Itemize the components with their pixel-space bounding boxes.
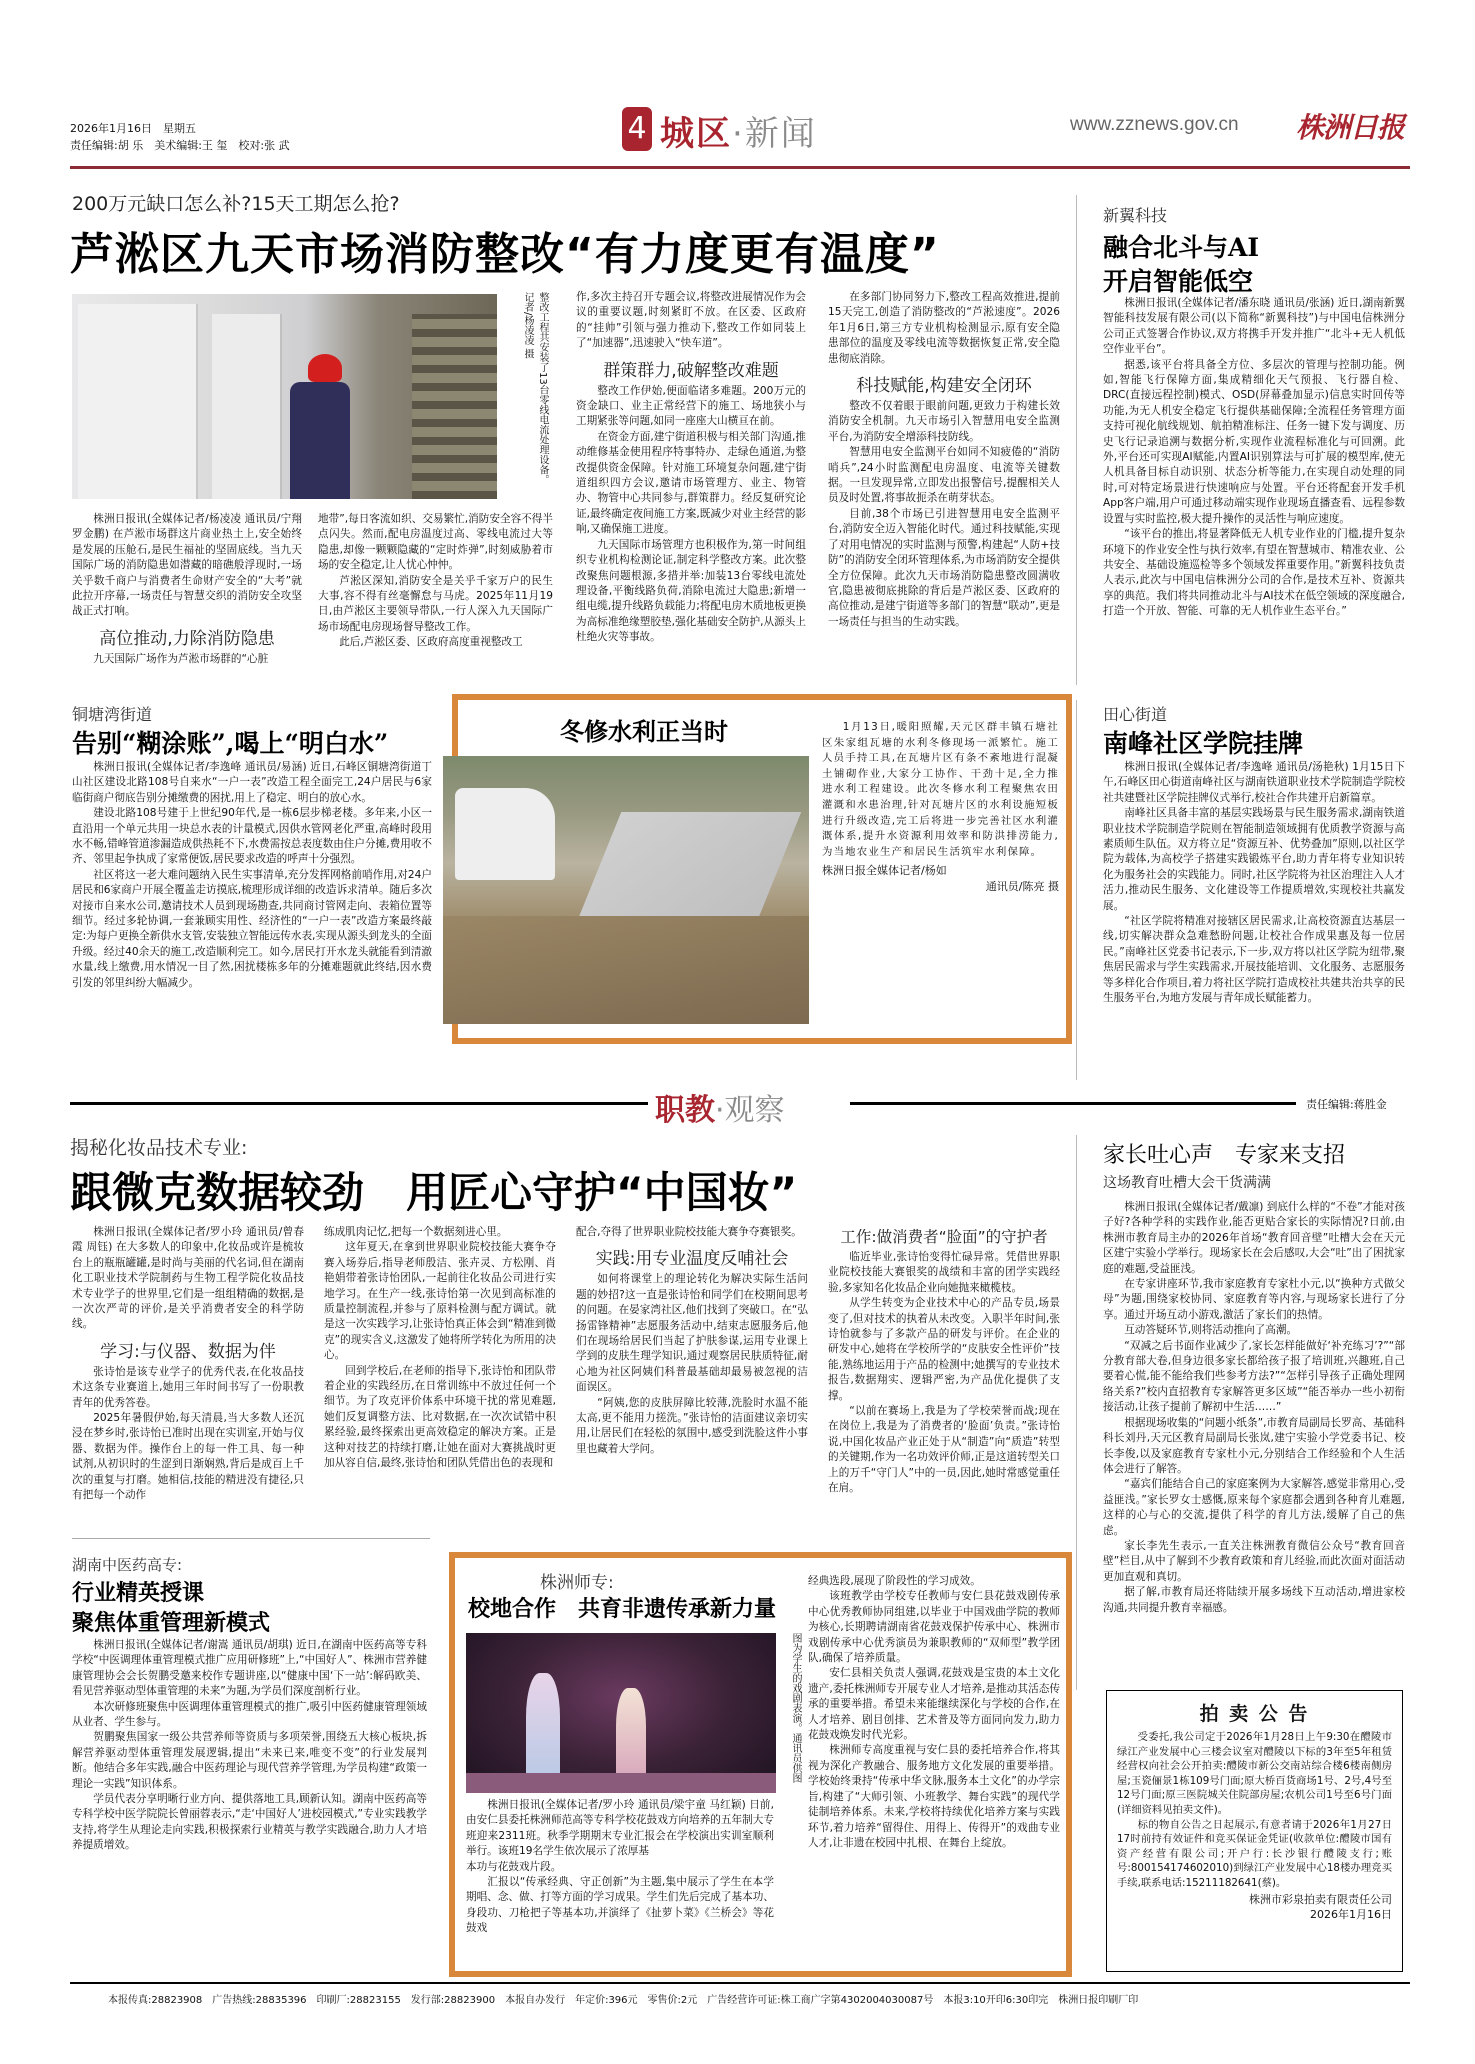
edu-center-paragraph: 安仁县相关负责人强调,花鼓戏是宝贵的本土文化遗产,委托株洲师专开展专业人才培养,是推动其活态传承的重要举措。希望未来能继续深化与学校的合作,在人才培养、剧目创排、艺术普及等方面同向发力,助力花鼓戏焕发时代光彩。 bbox=[808, 1667, 1060, 1742]
section-title bbox=[660, 106, 817, 155]
section2-gray: 观察 bbox=[724, 1093, 785, 1128]
district2-body bbox=[1103, 760, 1405, 1090]
edu-main-column-4 bbox=[828, 1225, 1060, 1523]
lead-paragraph: 九天国际广场作为芦淞市场群的“心脏 bbox=[93, 652, 269, 665]
district1-paragraph: 株洲日报讯(全媒体记者/李逸峰 通讯员/易涵) 近日,石峰区铜塘湾街道丁山社区建设北路108号自来水“一户一表”改造工程全面完工,24户居民与6家临街商户彻底告别分摊缴费的困扰,用上了稳定、明白的放心水。 bbox=[72, 761, 432, 804]
vertical-divider bbox=[1076, 1135, 1077, 1690]
edu-side-paragraph: 家长李先生表示,一直关注株洲教育微信公众号“教育回音壁”栏目,从中了解到不少教育政策和育儿经验,而此次面对面活动更加直观和真切。 bbox=[1103, 1539, 1405, 1583]
edu-main-subheading-2: 实践:用专业温度反哺社会 bbox=[595, 1249, 789, 1270]
header-rule bbox=[70, 166, 1410, 169]
lead-paragraph: 在资金方面,建宁街道积极与相关部门沟通,推动维修基金使用程序特事特办、走绿色通道,为整改提供资金保障。针对施工环境复杂问题,建宁街道组织四方会议,邀请市场管理方、业主、物管办、物管中心共同参与,群策群力。经反复研究论证,最终确定夜间施工方案,既减少对业主经营的影响,又确保施工进度。 bbox=[576, 430, 806, 536]
district2-paragraph: 南峰社区具备丰富的基层实践场景与民生服务需求,湖南铁道职业技术学院制造学院则在智能制造领域拥有优质教学资源与高素质师生队伍。双方将立足“资源互补、优势叠加”原则,以社区学院为载体,为高校学子搭建实践锻炼平台,助力青年将专业知识转化为服务社会的实践能力。同时,社区学院将为社区治理注入人才活力,推动民生服务、文化建设等工作提质增效,实现校社共赢发展。 bbox=[1103, 807, 1405, 912]
section2-editor: 责任编辑:蒋胜金 bbox=[1306, 1098, 1387, 1111]
cabinet bbox=[212, 314, 282, 499]
edu-main-column-3 bbox=[576, 1225, 808, 1523]
lead-paragraph: 整改工作伊始,便面临诸多难题。200万元的资金缺口、业主正常经营下的施工、场地狭小与工期紧张等问题,如同一座座大山横亘在前。 bbox=[576, 384, 806, 428]
section2-rule-right bbox=[850, 1102, 1296, 1105]
auction-paragraph: 标的物自公告之日起展示,有意者请于2026年1月27日17时前持有效证件和竞买保证金凭证(收款单位:醴陵市国有资产经营有限公司;开户行:长沙银行醴陵支行;账号:800154174602010)到绿江产业发展中心18楼办理竞买手续,联系电话:15211182641(蔡)。 bbox=[1117, 1818, 1392, 1889]
auction-date: 2026年1月16日 bbox=[1310, 1907, 1392, 1921]
edu-main-subheading-1: 学习:与仪器、数据为伴 bbox=[100, 1341, 276, 1362]
edu-center-column-1 bbox=[466, 1798, 774, 1970]
worker-helmet bbox=[308, 354, 342, 382]
stage-floor bbox=[466, 1773, 776, 1793]
lead-kicker: 200万元缺口怎么补?15天工期怎么抢? bbox=[72, 193, 400, 215]
auction-title: 拍 卖 公 告 bbox=[1199, 1703, 1310, 1725]
edu-side-paragraph: 在专家讲座环节,我市家庭教育专家杜小元,以“换种方式做父母”为题,围绕家校协同、家庭教育等内容,与现场家长进行了分享。通过开场互动小游戏,激活了家长们的热情。 bbox=[1103, 1278, 1405, 1321]
edu-main-paragraph: “以前在赛场上,我是为了学校荣誉而战;现在在岗位上,我是为了消费者的‘脸面’负责。”张诗怡说,中国化妆品产业正处于从“制造”向“质造”转型的关键期,作为一名功效评价师,正是这道转型关口上的万千“守门人”中的一员,因此,她时常感觉重任在肩。 bbox=[828, 1405, 1060, 1495]
district2-kicker: 田心街道 bbox=[1103, 705, 1168, 724]
edu-center-paragraph: 经典选段,展现了阶段性的学习成效。 bbox=[808, 1575, 981, 1587]
edu-main-paragraph: 如何将课堂上的理论转化为解决实际生活问题的妙招?这一直是张诗怡和同学们在校期间思考的问题。在晏家湾社区,他们找到了突破口。在“弘扬雷锋精神”志愿服务活动中,结束志愿服务后,他们在现场给居民们当起了护肤参谋,运用专业课上学到的皮肤生理学知识,通过观察居民肤质特征,耐心地为社区阿姨们科普最基础却最易被忽视的洁面误区。 bbox=[576, 1273, 808, 1394]
page-number-badge bbox=[622, 107, 652, 151]
district2-paragraph: “社区学院将精准对接辖区居民需求,让高校资源直达基层一线,切实解决群众急难愁盼问题,让校社合作成果惠及每一位居民。”南峰社区党委书记表示,下一步,双方将以社区学院为纽带,聚焦居民需求与学生实践需求,开展技能培训、文化服务、志愿服务等多样化合作项目,着力将社区学院打造成校社共建共治共享的民生服务平台,为地方发展与青年成长赋能蓄力。 bbox=[1103, 915, 1405, 1005]
edu-center-paragraph: 株洲日报讯(全媒体记者/罗小玲 通讯员/梁宇童 马红颖) 日前,由安仁县委托株洲师范高等专科学校花鼓戏方向培养的五年制大专班迎来2311班。秋季学期期末专业汇报会在学校演出实训室顺利举行。该班19名学生依次展示了浓厚基 bbox=[466, 1799, 774, 1858]
edu-main-paragraph: “阿姨,您的皮肤屏障比较薄,洗脸时水温不能太高,更不能用力搓洗。”张诗怡的洁面建议亲切实用,让居民们在轻松的氛围中,感受到洗脸这件小事里也藏着大学问。 bbox=[576, 1396, 808, 1455]
side1-paragraph: “该平台的推出,将显著降低无人机专业作业的门槛,提升复杂环境下的作业安全性与执行效率,有望在智慧城市、精准农业、公共安全、基础设施巡检等多个领域发挥重要作用。”新翼科技负责人表示,此次与中国电信株洲分公司的合作,是技术互补、资源共享的典范。我们将共同推动北斗与AI技术在低空领域的深度融合,打造一个开放、智能、可靠的无人机作业生态平台。” bbox=[1103, 528, 1405, 618]
section2-dot: · bbox=[715, 1093, 725, 1128]
lead-paragraph: 芦淞区深知,消防安全是关乎千家万户的民生大事,容不得有丝毫懈怠与马虎。2025年11月19日,由芦淞区主要领导带队,一行人深入九天国际广场市场配电房现场督导整改工作。 bbox=[318, 574, 553, 633]
edu-main-paragraph: 练成肌肉记忆,把每一个数据刻进心里。 bbox=[324, 1226, 508, 1238]
edu-side-paragraph: “嘉宾们能结合自己的家庭案例为大家解答,感觉非常用心,受益匪浅。”家长罗女士感慨,原来每个家庭都会遇到各种育儿难题,这样的心与心的交流,提供了科学的育儿方法,缓解了自己的焦虑。 bbox=[1103, 1478, 1405, 1537]
section-divider bbox=[72, 1538, 430, 1539]
edu-side-paragraph: 株洲日报讯(全媒体记者/戴凛) 到底什么样的“不卷”才能对孩子好?各种学科的实践作业,能否更贴合家长的实际情况?日前,由株洲市教育局主办的2026年首场“教育回音壁”吐槽大会在天元区建宁实验小学举行。现场家长在会后感叹,大会“吐”出了困扰家庭的难题,受益匪浅。 bbox=[1103, 1201, 1405, 1275]
edu-center-photo-caption: 图为学生的戏剧表演。通讯员供图 bbox=[790, 1633, 801, 1783]
cabinet bbox=[78, 304, 198, 499]
side1-body bbox=[1103, 296, 1405, 686]
lead-column-3 bbox=[576, 290, 806, 683]
lead-photo-caption: 整改工程共安装了13台零线电流处理设备。记者/杨凌凌 摄 bbox=[522, 292, 548, 485]
edu-left-paragraph: 株洲日报讯(全媒体记者/谢嵩 通讯员/胡琪) 近日,在湖南中医药高等专科学校“中医调理体重管理模式推广应用研修班”上,“中国好人”、株洲市营养健康管理协会会长贺鹏受邀来校作专题讲座,以“健康中国‘下一站’:解码欧美、看见营养驱动型体重管理的未来”为题,为学员们深度剖析行业。 bbox=[72, 1639, 427, 1698]
lead-paragraph: 整改不仅着眼于眼前问题,更致力于构建长效消防安全机制。九天市场引入智慧用电安全监测平台,为消防安全增添科技防线。 bbox=[828, 400, 1060, 443]
edu-side-paragraph: 据了解,市教育局还将陆续开展多场线下互动活动,增进家校沟通,共同提升教育幸福感。 bbox=[1103, 1586, 1405, 1614]
edu-main-subheading-3: 工作:做消费者“脸面”的守护者 bbox=[840, 1228, 1048, 1246]
auction-notice-box bbox=[1106, 1690, 1403, 1972]
edu-center-paragraph: 汇报以“传承经典、守正创新”为主题,集中展示了学生在本学期唱、念、做、打等方面的学习成果。学生们先后完成了基本功、身段功、刀枪把子等基本功,并演绎了《扯萝卜菜》《兰桥会》等花鼓戏 bbox=[466, 1876, 774, 1935]
district1-kicker: 铜塘湾街道 bbox=[72, 705, 153, 724]
edu-side-paragraph: 互动答疑环节,则将活动推向了高潮。 bbox=[1124, 1324, 1298, 1337]
photo-box-credit-line1: 株洲日报全媒体记者/杨如 bbox=[822, 864, 947, 878]
edu-left-paragraph: 贺鹏聚焦国家一级公共营养师等资质与多项荣誉,围绕五大核心板块,拆解营养驱动型体重管理发展逻辑,提出“未来已来,唯变不变”的行业发展判断。他结合多年实践,融合中医药理论与现代营养学管理,为学员构建“政策一理论一实践”知识体系。 bbox=[72, 1731, 427, 1790]
side1-headline-line2: 开启智能低空 bbox=[1103, 267, 1254, 296]
section2-rule-left bbox=[70, 1102, 648, 1105]
performer bbox=[526, 1673, 560, 1783]
lead-paragraph: 目前,38个市场已引进智慧用电安全监测平台,消防安全迈入智能化时代。通过科技赋能,实现了对用电情况的实时监测与预警,构建起“人防+技防”的消防安全闭环管理体系,为市场消防安全提供全方位保障。此次九天市场消防隐患整改圆满收官,隐患被彻底挑除的背后是芦淞区委、区政府的高位推动,是建宁街道等多部门的智慧“联动”,更是一场责任与担当的生动实践。 bbox=[828, 507, 1060, 628]
photo-box-caption bbox=[822, 720, 1059, 1020]
edu-center-headline: 校地合作 共育非遗传承新力量 bbox=[468, 1596, 777, 1622]
embankment bbox=[443, 916, 809, 1024]
footer-rule bbox=[70, 1982, 1410, 1984]
edu-side-paragraph: 根据现场收集的“问题小纸条”,市教育局副局长罗高、基础科科长刘丹,天元区教育局副局长张岚,建宁实验小学党委书记、校长李俊,以及家庭教育专家杜小元,分别结合工作经验和个人生活体会进行了解答。 bbox=[1103, 1416, 1405, 1475]
lead-photo-fire-inspection bbox=[72, 294, 497, 499]
edu-left-headline-line2: 聚焦体重管理新模式 bbox=[72, 1610, 271, 1636]
worker-body bbox=[290, 382, 350, 499]
side1-headline-line1: 融合北斗与AI bbox=[1103, 233, 1260, 262]
lead-column-2 bbox=[318, 512, 553, 682]
header bbox=[0, 0, 1475, 175]
photo-box-image-irrigation bbox=[443, 756, 809, 1024]
photo-box-caption-text: 1月13日,暖阳照耀,天元区群丰镇石塘社区朱家组瓦塘的水利冬修现场一派繁忙。施工人员手持工具,在瓦塘片区有条不紊地进行混凝土铺砌作业,大家分工协作、干劲十足,全力推进水利工程建设。此次冬修水利工程聚焦农田灌溉和水患治理,针对瓦塘片区的水利设施短板进行升级改造,完工后将进一步完善社区水利灌溉体系,提升水资源利用效率和防洪排涝能力,为当地农业生产和居民生活筑牢水利保障。 bbox=[822, 721, 1059, 858]
edu-left-headline-line1: 行业精英授课 bbox=[72, 1580, 205, 1606]
edu-main-headline: 跟微克数据较劲 用匠心守护“中国妆” bbox=[70, 1168, 798, 1217]
website[interactable]: www.zznews.gov.cn bbox=[1070, 114, 1239, 135]
side1-paragraph: 据悉,该平台将具备全方位、多层次的管理与控制功能。例如,智能飞行保障方面,集成精细化天气预报、飞行器自检、DRC(直接远程控制)模式、OSD(屏幕叠加显示)信息实时回传等功能,为无人机安全稳定飞行提供基础保障;全流程任务管理方面支持可视化航线规划、航拍精准标注、任务一键下发与调度、历史飞行记录追溯与数据分析,实现作业流程标准化与可回溯。此外,平台还可实现AI赋能,内置AI识别算法与可扩展的模型库,使无人机具备目标自动识别、状态分析等能力,在实现自动处理的同时,可对特定场景进行快速响应与处置。平台还将配套开发手机App客户端,用户可通过移动端实现作业现场直播查看、远程参数设置与实时监控,极大提升操作的灵活性与响应速度。 bbox=[1103, 358, 1405, 525]
lead-subheading-1: 高位推动,力除消防隐患 bbox=[99, 628, 275, 649]
edu-side-subhead: 这场教育吐槽大会干货满满 bbox=[1103, 1175, 1271, 1191]
edu-left-kicker: 湖南中医药高专: bbox=[72, 1556, 183, 1574]
lead-paragraph: 智慧用电安全监测平台如同不知疲倦的“消防哨兵”,24小时监测配电房温度、电流等关键数据。一旦发现异常,立即发出报警信号,提醒相关人员及时处置,将事故扼杀在萌芽状态。 bbox=[828, 446, 1060, 505]
edu-side-body bbox=[1103, 1200, 1405, 1680]
edu-left-paragraph: 学员代表分享明晰行业方向、提供落地工具,顾新认知。湖南中医药高等专科学校中医学院院长曾丽蓉表示,“走‘中国好人’进校园模式,”专业实践教学支持,将学生从理论走向实践,积极探索行业精英与教学实践融合,助力人才培养提质增效。 bbox=[72, 1793, 427, 1852]
edu-center-kicker: 株洲师专: bbox=[540, 1573, 614, 1593]
auction-signer: 株洲市彩泉拍卖有限责任公司 bbox=[1249, 1892, 1392, 1906]
edu-center-photo-opera bbox=[466, 1633, 776, 1793]
section2-red: 职教 bbox=[655, 1093, 715, 1128]
mixer-truck bbox=[455, 788, 555, 880]
district2-paragraph: 株洲日报讯(全媒体记者/李逸峰 通讯员/汤艳秋) 1月15日下午,石峰区田心街道南峰社区与湖南铁道职业技术学院制造学院校社共建暨社区学院挂牌仪式举行,校社合作共建开启新篇章。 bbox=[1103, 761, 1405, 804]
section-red: 城区 bbox=[660, 114, 732, 154]
edu-center-paragraph: 本功与花鼓戏片段。 bbox=[466, 1860, 562, 1873]
edu-center-paragraph: 株洲师专高度重视与安仁县的委托培养合作,将其视为深化产教融合、服务地方文化发展的重要举措。学校始终秉持“传承中华文脉,服务本土文化”的办学宗旨,构建了“大师引领、小班教学、舞台实践”的现代学徒制培养体系。未来,学校将持续优化培养方案与实践环节,着力培养“留得住、用得上、传得开”的戏曲专业人才,让非遗在校园中扎根、在舞台上绽放。 bbox=[808, 1744, 1060, 1849]
edu-main-paragraph: 株洲日报讯(全媒体记者/罗小玲 通讯员/曾春霞 周钰) 在大多数人的印象中,化妆品或许是梳妆台上的瓶瓶罐罐,是时尚与美丽的代名词,但在湖南化工职业技术学院制药与生物工程学院化妆品技术专业学子的世界里,它们是一组组精确的数据,是一次次严苛的评价,是关乎消费者安全的科学防线。 bbox=[72, 1226, 304, 1331]
edu-main-paragraph: 回到学校后,在老师的指导下,张诗怡和团队带着企业的实践经历,在日常训练中不放过任何一个细节。为了攻克评价体系中环境干扰的常见难题,她们反复调整方法、比对数据,在一次次试错中积累经验,最终探索出更高效稳定的解决方案。正是这种对技艺的持续打磨,让她在面对大赛挑战时更加从容自信,最终,张诗怡和团队凭借出色的表现和 bbox=[324, 1364, 556, 1470]
vertical-divider bbox=[1076, 195, 1077, 685]
edu-main-paragraph: 2025年暑假伊始,每天清晨,当大多数人还沉浸在梦乡时,张诗怡已准时出现在实训室,开始与仪器、数据为伴。操作台上的每一件工具、每一种试剂,从初识时的生涩到日渐娴熟,背后是成百上千次的重复与打磨。她相信,技能的精进没有捷径,只有把每一个动作 bbox=[72, 1412, 304, 1502]
edu-side-paragraph: “双减之后书面作业减少了,家长怎样能做好‘补充练习’?”“部分教育部大卷,但身边很多家长都给孩子报了培训班,兴趣班,自己要着心慌,能不能给我们些参考方法?”“怎样引导孩子正确处理网络关系?”校内直招教育专家解答更多区域”“能否举办一些小初衔接活动,让孩子提前了解初中生活……” bbox=[1103, 1339, 1405, 1414]
edu-main-paragraph: 临近毕业,张诗怡变得忙碌异常。凭借世界职业院校技能大赛银奖的战绩和丰富的团学实践经验,多家知名化妆品企业向她抛来橄榄枝。 bbox=[828, 1251, 1060, 1294]
lead-paragraph: 在多部门协同努力下,整改工程高效推进,提前15天完工,创造了消防整改的“芦淞速度”。2026年1月6日,第三方专业机构检测显示,原有安全隐患部位的温度及零线电流等数据恢复正常,安全隐患彻底消除。 bbox=[828, 291, 1060, 365]
lead-headline: 芦淞区九天市场消防整改“有力度更有温度” bbox=[70, 229, 940, 280]
editors-line: 责任编辑:胡 乐 美术编辑:王 玺 校对:张 武 bbox=[70, 139, 290, 152]
edu-center-column-2 bbox=[808, 1574, 1060, 1970]
edu-main-column-1 bbox=[72, 1225, 304, 1523]
edu-left-body bbox=[72, 1638, 427, 1973]
district1-headline: 告别“糊涂账”,喝上“明白水” bbox=[72, 729, 389, 758]
lead-paragraph: 株洲日报讯(全媒体记者/杨凌凌 通讯员/宁翔 罗金鹏) 在芦淞市场群这片商业热土上,安全始终是发展的压舱石,是民生福祉的坚固底线。当九天国际广场的消防隐患如潜藏的暗礁般浮现时,一场关乎数千商户与消费者生命财产安全的“大考”就此拉开序幕,一场责任与智慧交织的消防安全攻坚战正式打响。 bbox=[72, 513, 302, 618]
edu-main-paragraph: 从学生转变为企业技术中心的产品专员,场景变了,但对技术的执着从未改变。入职半年时间,张诗怡就参与了多款产品的研发与评价。在企业的研发中心,她将在学校所学的“皮肤安全性评价”技能,熟练地运用于产品的检测中;她撰写的专业技术报告,数据翔实、逻辑严密,为产品优化提供了支撑。 bbox=[828, 1297, 1060, 1402]
lead-subheading-2: 群策群力,破解整改难题 bbox=[603, 360, 779, 381]
section2-title bbox=[655, 1085, 785, 1129]
footer-text: 本报传真:28823908 广告热线:28835396 印刷厂:28823155 发行部:28823900 本报自办发行 年定价:396元 零售价:2元 广告经营许可证:株工商广字第4302004030087号 本报3:10开印6:30印完 株洲日报印刷厂印 bbox=[108, 1995, 1139, 2006]
issue-date: 2026年1月16日 星期五 bbox=[70, 122, 196, 135]
lead-paragraph: 九天国际市场管理方也积极作为,第一时间组织专业机构检测论证,制定科学整改方案。此次整改聚焦问题根源,多措并举:加装13台零线电流处理设备,平衡线路负荷,消除电流过大隐患;新增一组电缆,提升线路负载能力;将配电房木质地板更换为高标准绝缘塑胶垫,强化基础安全防护,从源头上杜绝火灾等事故。 bbox=[576, 538, 806, 644]
edu-side-headline: 家长吐心声 专家来支招 bbox=[1103, 1143, 1346, 1168]
edu-center-paragraph: 该班教学由学校专任教师与安仁县花鼓戏剧传承中心优秀教师协同组建,以毕业于中国戏曲学院的教师为核心,长期聘请湖南省花鼓戏保护传承中心、株洲市戏剧传承中心优秀演员为兼职教师的“双师型”教学团队,确保了培养质量。 bbox=[808, 1590, 1060, 1665]
edu-main-kicker: 揭秘化妆品技术专业: bbox=[70, 1137, 248, 1159]
lead-column-4 bbox=[828, 290, 1060, 683]
lead-paragraph: 地带”,每日客流如织、交易繁忙,消防安全容不得半点闪失。然而,配电房温度过高、零线电流过大等隐患,却像一颗颗隐藏的“定时炸弹”,时刻威胁着市场的安全稳定,让人忧心忡忡。 bbox=[318, 513, 553, 572]
auction-paragraph: 受委托,我公司定于2026年1月28日上午9:30在醴陵市绿江产业发展中心三楼会议室对醴陵以下标的3年至5年租赁经营权向社会公开拍卖:醴陵市新公交南站综合楼6楼南侧房屋;玉瓷俪景1栋109号门面;原大桥百货商场1号、2号,4号至12号门面;原三医院城关住院部房屋;农机公司1号至6号门面(详细资料见拍卖文件)。 bbox=[1117, 1731, 1392, 1816]
side1-paragraph: 株洲日报讯(全媒体记者/潘东晓 通讯员/张涵) 近日,湖南新翼智能科技发展有限公司(以下简称“新翼科技”)与中国电信株洲分公司正式签署合作协议,双方将携手开发并推广“北斗+无人机低空作业平台”。 bbox=[1103, 297, 1405, 356]
switchgear-panel bbox=[412, 314, 497, 499]
lead-column-1 bbox=[72, 512, 302, 682]
district2-headline: 南峰社区学院挂牌 bbox=[1103, 729, 1304, 758]
district1-paragraph: 社区将这一老大难问题纳入民生实事清单,充分发挥网格前哨作用,对24户居民和6家商户开展全覆盖走访摸底,梳理形成详细的改造诉求清单。随后多次对接市自来水公司,邀请技术人员到现场勘查,共同商讨管网走向、表箱位置等细节。经过多轮协调,一套兼顾实用性、经济性的“一户一表”改造方案最终敲定:为每户更换全新供水支管,安装独立智能远传水表,实现从源头到龙头的全面升级。经过40余天的施工,改造顺利完工。如今,居民打开水龙头就能看到清澈水量,线上缴费,用水情况一目了然,困扰楼栋多年的分摊难题就此终结,因水费引发的邻里纠纷大幅减少。 bbox=[72, 868, 432, 989]
edu-main-paragraph: 这年夏天,在拿到世界职业院校技能大赛争夺赛入场券后,指导老师殷洁、张卉灵、方松刚、肖艳娟带着张诗怡团队,一起前往化妆品公司进行实地学习。在生产一线,张诗怡第一次见到高标准的质量控制流程,并参与了原料检测与配方调试。就是这一次实践学习,让张诗怡真正体会到“精准到微克”的现实含义,这激发了她将所学转化为所用的决心。 bbox=[324, 1241, 556, 1362]
edu-left-paragraph: 本次研修班聚焦中医调理体重管理模式的推广,吸引中医药健康管理领域从业者、学生参与。 bbox=[72, 1700, 427, 1729]
performer bbox=[616, 1688, 646, 1783]
section-gray: 新闻 bbox=[744, 114, 817, 154]
vertical-divider bbox=[1076, 700, 1077, 1080]
section-dot: · bbox=[732, 114, 745, 154]
photo-box-title: 冬修水利正当时 bbox=[560, 717, 728, 746]
page-number: 4 bbox=[627, 111, 647, 146]
edu-main-column-2 bbox=[324, 1225, 556, 1523]
lead-paragraph: 作,多次主持召开专题会议,将整改进展情况作为会议的重要议题,时刻紧盯不放。在区委、区政府的“挂帅”引领与强力推动下,整改工作如同装上了“加速器”,迅速驶入“快车道”。 bbox=[576, 291, 806, 350]
lead-subheading-3: 科技赋能,构建安全闭环 bbox=[856, 376, 1032, 397]
edu-main-paragraph: 张诗怡是该专业学子的优秀代表,在化妆品技术这条专业赛道上,她用三年时间书写了一份职教青年的优秀答卷。 bbox=[72, 1365, 304, 1409]
district1-body bbox=[72, 760, 432, 1090]
edu-main-paragraph: 配合,夺得了世界职业院校技能大赛争夺赛银奖。 bbox=[576, 1226, 802, 1238]
masthead-logo: 株洲日报 bbox=[1296, 111, 1405, 144]
district1-paragraph: 建设北路108号建于上世纪90年代,是一栋6层步梯老楼。多年来,小区一直沿用一个单元共用一块总水表的计量模式,因供水管网老化严重,高峰时段用水不畅,错峰管道渗漏造成供热耗不下,水费需按总表度数由住户分摊,费用收不齐、邻里起争执成了家常便饭,居民要求改造的呼声十分强烈。 bbox=[72, 807, 432, 866]
side1-kicker: 新翼科技 bbox=[1103, 206, 1168, 225]
lead-paragraph: 此后,芦淞区委、区政府高度重视整改工 bbox=[339, 636, 523, 649]
photo-box-credit-line2: 通讯员/陈亮 摄 bbox=[985, 880, 1059, 894]
